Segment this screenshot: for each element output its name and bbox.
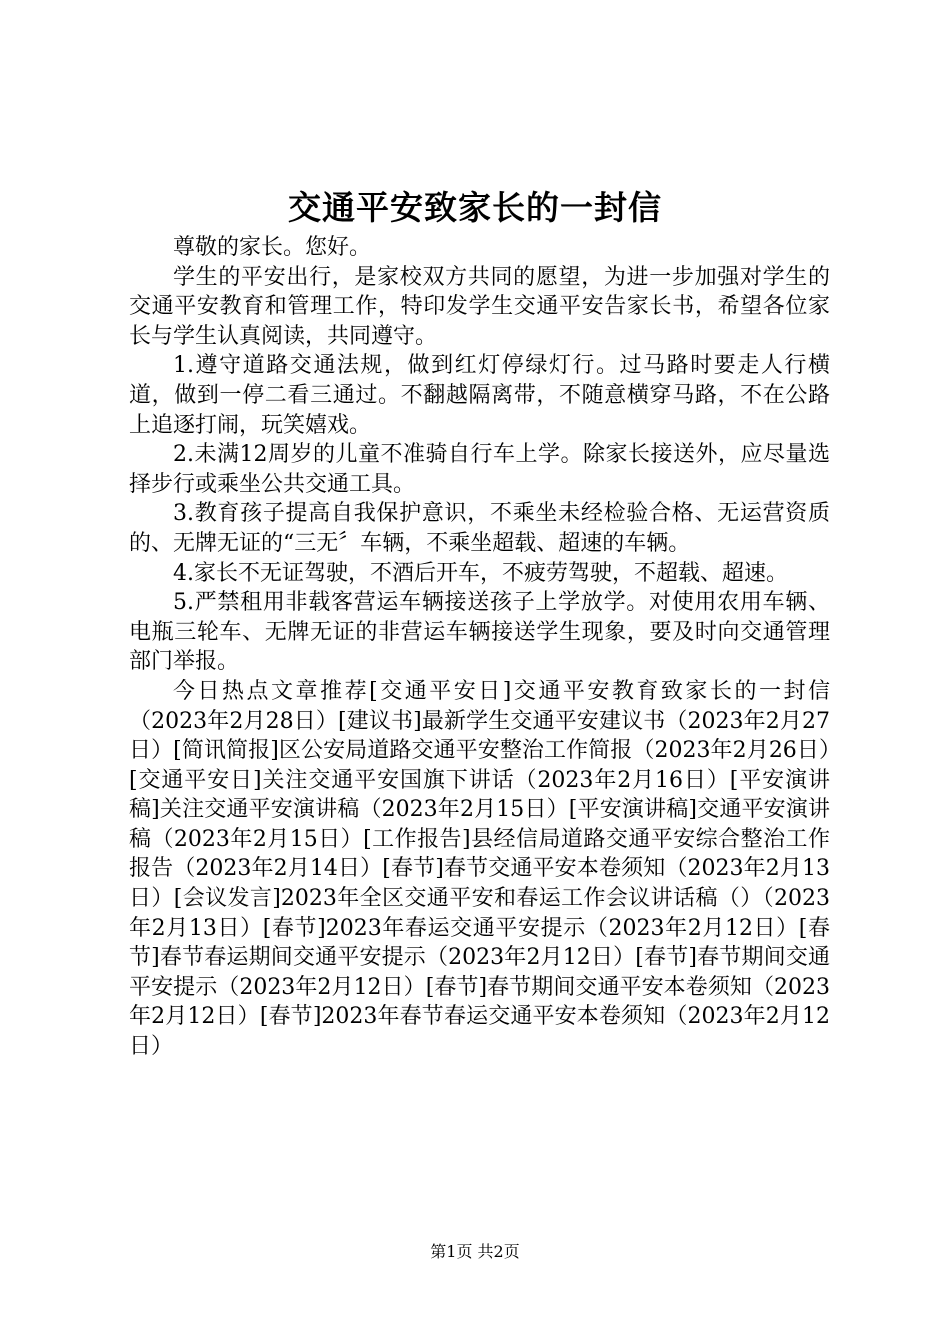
document-body [129, 233, 830, 1062]
recommended-articles-paragraph: 今日热点文章推荐[交通平安日]交通平安教育致家长的一封信（2023年2月28日）[建议书]最新学生交通平安建议书（2023年2月27日）[简讯简报]区公安局道路交通平安整治工作简报（2023年2月26日）[交通平安日]关注交通平安国旗下讲话（2023年2月16日）[平安演讲稿]关注交通平安演讲稿（2023年2月15日）[平安演讲稿]交通平安演讲稿（2023年2月15日）[工作报告]县经信局道路交通平安综合整治工作报告（2023年2月14日）[春节]春节交通平安本卷须知（2023年2月13日）[会议发言]2023年全区交通平安和春运工作会议讲话稿（）（2023年2月13日）[春节]2023年春运交通平安提示（2023年2月12日）[春节]春节春运期间交通平安提示（2023年2月12日）[春节]春节期间交通平安提示（2023年2月12日）[春节]春节期间交通平安本卷须知（2023年2月12日）[春节]2023年春节春运交通平安本卷须知（2023年2月12日） [129, 678, 830, 1060]
rule-5-paragraph: 5.严禁租用非载客营运车辆接送孩子上学放学。对使用农用车辆、电瓶三轮车、无牌无证的非营运车辆接送学生现象，要及时向交通管理部门举报。 [129, 590, 830, 675]
page-footer: 第1页 共2页 [430, 1242, 520, 1261]
intro-paragraph: 学生的平安出行，是家校双方共同的愿望，为进一步加强对学生的交通平安教育和管理工作，特印发学生交通平安告家长书，希望各位家长与学生认真阅读，共同遵守。 [129, 264, 830, 349]
rule-3-paragraph: 3.教育孩子提高自我保护意识，不乘坐未经检验合格、无运营资质的、无牌无证的“三无〞车辆，不乘坐超载、超速的车辆。 [129, 501, 830, 556]
rule-2-paragraph: 2.未满12周岁的儿童不准骑自行车上学。除家长接送外，应尽量选择步行或乘坐公共交通工具。 [129, 442, 830, 497]
rule-1-paragraph: 1.遵守道路交通法规，做到红灯停绿灯行。过马路时要走人行横道，做到一停二看三通过。不翻越隔离带，不随意横穿马路，不在公路上追逐打闹，玩笑嬉戏。 [129, 353, 830, 438]
rule-4-paragraph: 4.家长不无证驾驶，不酒后开车，不疲劳驾驶，不超载、超速。 [173, 560, 788, 586]
document-title: 交通平安致家长的一封信 [288, 188, 662, 227]
salutation: 尊敬的家长。您好。 [173, 235, 372, 260]
